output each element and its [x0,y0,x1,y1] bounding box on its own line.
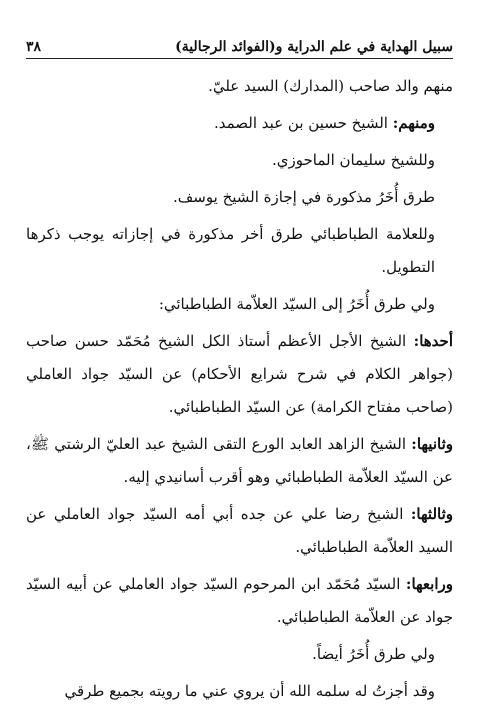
paragraph: وللعلامة الطباطبائي طرق أخر مذكورة في إجازاته يوجب ذكرها التطويل. [26,225,435,276]
paragraph: ورابعها: السيّد مُحَمّد ابن المرحوم السيّد جواد العاملي عن أبيه السيّد جواد عن العلاّمة الطباطبائي. [26,575,453,626]
paragraph: وقد أجزتُ له سلمه الله أن يروي عني ما رويته بجميع طرقي [64,682,435,700]
running-title: سبيل الهداية في علم الدراية و(الفوائد الرجالية) [175,39,453,55]
paragraph: ولي طرق أُخَرُ أيضاً. [312,645,435,663]
paragraph: منهم والد صاحب (المدارك) السيد عليّ. [208,77,453,95]
paragraph: طرق أُخَرُ مذكورة في إجازة الشيخ يوسف. [173,188,435,206]
page-header [26,36,453,58]
paragraph: ولي طرق أُخَرُ إلى السيّد العلاّمة الطباطبائي: [158,295,435,313]
paragraph: وثالثها: الشيخ رضا علي عن جده أبي أمه السيّد جواد العاملي عن السيد العلاّمة الطباطبائي. [26,505,453,556]
page-number: ٣٨ [26,39,42,55]
paragraph: وللشيخ سليمان الماحوزي. [272,151,435,169]
body-text [26,70,453,712]
header-rule [26,58,453,59]
paragraph: ومنهم: الشيخ حسين بن عبد الصمد. [213,114,435,132]
paragraph: أحدها: الشيخ الأجل الأعظم أستاذ الكل الشيخ مُحَمّد حسن صاحب (جواهر الكلام في شرح شرايع الأحكام) عن السيّد جواد العاملي (صاحب مفتاح الكرامة) عن السيّد الطباطبائي. [26,332,453,416]
paragraph: وثانيها: الشيخ الزاهد العابد الورع التقى الشيخ عبد العليّ الرشتي ﷺ، عن السيّد العلاّمة الطباطبائي وهو أقرب أسانيدي إليه. [26,435,453,486]
